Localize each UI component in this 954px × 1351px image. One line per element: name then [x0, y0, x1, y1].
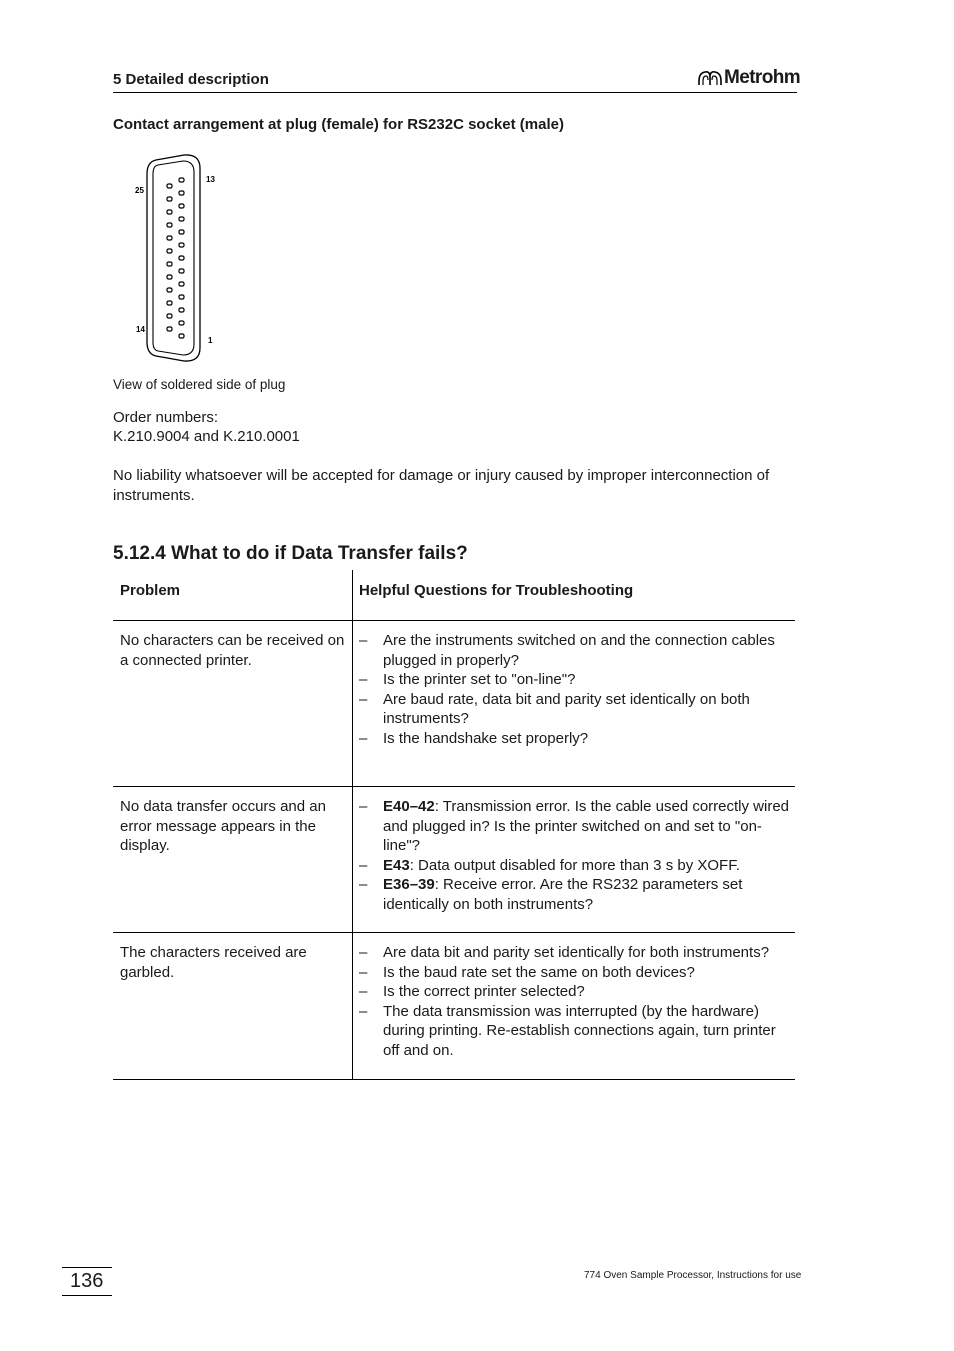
- diagram-caption: View of soldered side of plug: [113, 377, 286, 392]
- pin-row-b: [167, 236, 172, 240]
- column-header-questions: Helpful Questions for Troubleshooting: [359, 582, 634, 599]
- pin-row-a: [179, 269, 184, 273]
- pin-label-14: 14: [136, 325, 145, 334]
- order-numbers-value: K.210.9004 and K.210.0001: [113, 428, 300, 445]
- bullet-dash: –: [359, 963, 368, 981]
- question-text: : Data output disabled for more than 3 s by XOFF.: [409, 856, 740, 874]
- pin-row-a: [179, 178, 184, 182]
- pin-label-25: 25: [135, 186, 144, 195]
- problem-cell: No characters can be received on a connected printer.: [120, 632, 345, 669]
- liability-notice: No liability whatsoever will be accepted for damage or injury caused by improper interconnection of instruments.: [113, 467, 770, 504]
- pin-row-b: [167, 301, 172, 305]
- question-text: Are the instruments switched on and the connection cables plugged in properly?: [383, 632, 775, 669]
- question-item: [359, 690, 795, 729]
- metrohm-logo-icon: [697, 69, 723, 86]
- bullet-dash: –: [359, 671, 368, 688]
- question-item: [359, 670, 795, 690]
- pin-row-a: [179, 295, 184, 299]
- bullet-dash: –: [359, 876, 368, 893]
- brand-name: Metrohm: [724, 67, 801, 88]
- question-text: Is the printer set to "on-line"?: [383, 671, 576, 688]
- bullet-dash: –: [359, 690, 368, 708]
- question-text: Is the handshake set properly?: [383, 729, 589, 747]
- footer-rule-top: [62, 1267, 112, 1268]
- question-item: [359, 631, 795, 670]
- header-divider: [113, 92, 797, 93]
- pin-label-13: 13: [206, 175, 215, 184]
- table-row: [113, 787, 795, 933]
- questions-cell: [359, 631, 795, 748]
- bullet-dash: –: [359, 983, 368, 1000]
- bullet-dash: –: [359, 632, 368, 649]
- pin-row-b: [167, 249, 172, 253]
- pin-row-a: [179, 256, 184, 260]
- pin-row-a: [179, 217, 184, 221]
- question-text: The data transmission was interrupted (by the hardware) during printing. Re-establish connections again, turn printer off and on.: [383, 1002, 776, 1059]
- questions-cell: [359, 943, 795, 1060]
- question-item: [359, 963, 795, 983]
- pin-row-b: [167, 275, 172, 279]
- question-item: [359, 856, 795, 876]
- pin-row-a: [179, 230, 184, 234]
- brand-logo: [697, 66, 801, 90]
- bullet-dash: –: [359, 944, 368, 961]
- connector-outer-shell: [147, 155, 200, 361]
- question-text: Are data bit and parity set identically for both instruments?: [383, 944, 770, 961]
- question-item: [359, 1002, 795, 1061]
- pin-row-a: [179, 334, 184, 338]
- pin-label-1: 1: [208, 336, 213, 345]
- bullet-dash: –: [359, 798, 368, 815]
- pin-row-a: [179, 321, 184, 325]
- pin-row-b: [167, 210, 172, 214]
- page-number: 136: [70, 1270, 104, 1292]
- pin-row-b: [167, 314, 172, 318]
- question-item: [359, 943, 795, 963]
- footer-document-title: 774 Oven Sample Processor, Instructions for use: [584, 1270, 802, 1281]
- questions-cell: [359, 797, 795, 914]
- bullet-dash: –: [359, 1002, 368, 1020]
- question-item: [359, 875, 795, 914]
- pin-row-b: [167, 197, 172, 201]
- connector-pins: [167, 178, 184, 338]
- question-item: [359, 982, 795, 1002]
- error-code: E36–39: [383, 876, 435, 893]
- table-row: [113, 933, 795, 1080]
- order-numbers-label: Order numbers:: [113, 409, 219, 426]
- table-row: [113, 621, 795, 787]
- pin-row-a: [179, 191, 184, 195]
- question-text: : Receive error. Are the RS232 parameters set identically on both instruments?: [383, 876, 743, 913]
- pin-row-b: [167, 184, 172, 188]
- section-heading: Contact arrangement at plug (female) for RS232C socket (male): [113, 116, 564, 133]
- question-item: [359, 797, 795, 856]
- pin-row-b: [167, 223, 172, 227]
- pin-row-b: [167, 327, 172, 331]
- pin-row-a: [179, 204, 184, 208]
- pin-row-b: [167, 262, 172, 266]
- bullet-dash: –: [359, 729, 368, 747]
- bullet-dash: –: [359, 856, 368, 874]
- pin-row-b: [167, 288, 172, 292]
- error-code: E40–42: [383, 798, 435, 815]
- question-text: Is the correct printer selected?: [383, 983, 585, 1000]
- question-text: : Transmission error. Is the cable used correctly wired and plugged in? Is the printer switched on and set to "on-line"?: [383, 798, 790, 854]
- pin-row-a: [179, 308, 184, 312]
- footer-rule-bottom: [62, 1295, 112, 1296]
- db25-connector-diagram: [128, 152, 228, 367]
- problem-cell: No data transfer occurs and an error message appears in the display.: [120, 798, 326, 854]
- column-header-problem: Problem: [120, 582, 181, 599]
- connector-inner-shell: [153, 161, 194, 355]
- pin-row-a: [179, 243, 184, 247]
- question-text: Are baud rate, data bit and parity set identically on both instruments?: [383, 690, 750, 727]
- header-title: 5 Detailed description: [113, 71, 269, 88]
- table-header-row: [113, 570, 795, 621]
- question-item: [359, 729, 795, 749]
- question-text: Is the baud rate set the same on both devices?: [383, 963, 695, 981]
- problem-cell: The characters received are garbled.: [120, 944, 307, 981]
- subsection-heading: 5.12.4 What to do if Data Transfer fails?: [113, 543, 468, 564]
- error-code: E43: [383, 856, 410, 874]
- pin-row-a: [179, 282, 184, 286]
